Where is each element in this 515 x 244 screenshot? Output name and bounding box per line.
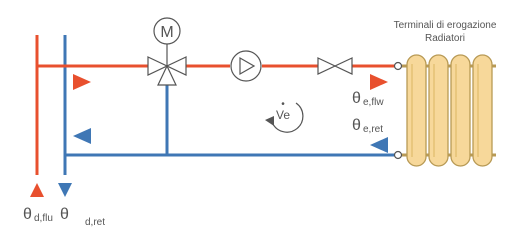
emitter-return-arrow bbox=[370, 137, 388, 153]
theta-e-ret-symbol: θ bbox=[352, 117, 361, 134]
ve-dot: • bbox=[281, 99, 285, 110]
theta-e-flw-symbol: θ bbox=[352, 90, 361, 107]
theta-d-ret-symbol: θ bbox=[60, 206, 69, 223]
return-flow-arrow bbox=[73, 128, 91, 144]
theta-e-ret-subscript: e,ret bbox=[363, 124, 384, 135]
radiator-icon bbox=[407, 55, 492, 166]
d-flu-up-arrow bbox=[30, 183, 44, 197]
terminal-title-line2: Radiatori bbox=[424, 33, 466, 44]
pump-icon bbox=[231, 51, 261, 81]
emitter-flow-arrow bbox=[370, 74, 388, 90]
terminal-title-line1: Terminali di erogazione bbox=[393, 20, 497, 31]
theta-d-flu-subscript: d,flu bbox=[34, 213, 53, 224]
two-way-valve-icon bbox=[318, 58, 352, 74]
theta-e-flw-subscript: e,flw bbox=[363, 97, 384, 108]
theta-d-ret-subscript: d,ret bbox=[85, 217, 106, 228]
ve-label: Ve bbox=[275, 108, 291, 122]
three-way-mixing-valve-icon bbox=[148, 44, 186, 85]
theta-d-flu-symbol: θ bbox=[23, 206, 32, 223]
radiator-inlet-node bbox=[395, 63, 402, 70]
motor-label: M bbox=[160, 24, 174, 41]
supply-flow-arrow bbox=[73, 74, 91, 90]
d-ret-down-arrow bbox=[58, 183, 72, 197]
radiator-outlet-node bbox=[395, 152, 402, 159]
